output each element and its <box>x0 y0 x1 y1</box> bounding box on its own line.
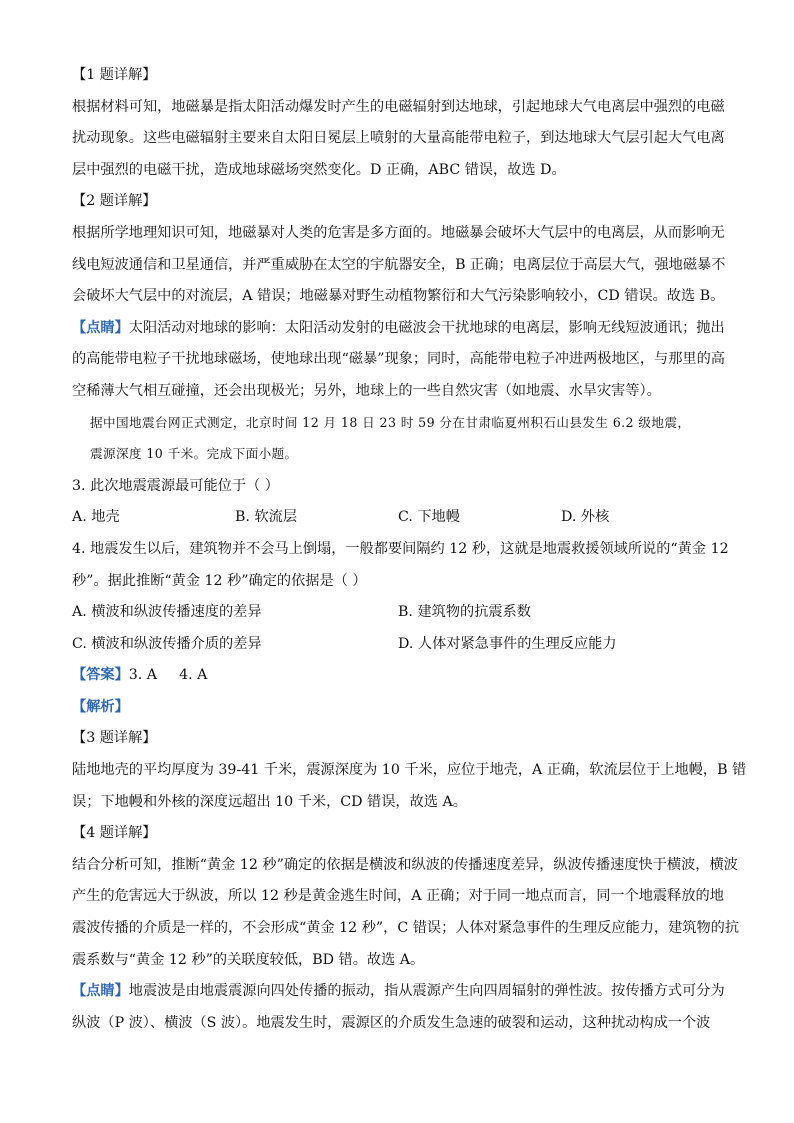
q4-option-a: A. 横波和纵波传播速度的差异 <box>72 604 262 621</box>
q3-stem: 3. 此次地震震源最可能位于（ ） <box>72 477 279 494</box>
comment-text: 太阳活动对地球的影响：太阳活动发射的电磁波会干扰地球的电离层，影响无线短波通讯；抛出 <box>128 319 725 336</box>
comment1-line <box>72 317 724 339</box>
q3-detail-line: 陆地地壳的平均厚度为 39-41 千米，震源深度为 10 千米，应位于地壳，A 正确，软流层位于上地幔，B 错 <box>72 762 747 779</box>
q4-detail-line: 产生的危害远大于纵波，所以 12 秒是黄金逃生时间，A 正确；对于同一地点而言，同一个地震释放的地 <box>72 888 724 905</box>
q4-detail-line: 震系数与“黄金 12 秒”的关联度较低，BD 错。故选 A。 <box>72 951 425 968</box>
comment-tag: 【点睛】 <box>72 319 129 336</box>
q4-option-b: B. 建筑物的抗震系数 <box>398 604 531 621</box>
answer-tag: 【答案】 <box>72 667 129 684</box>
q4-detail-line: 结合分析可知，推断“黄金 12 秒”确定的依据是横波和纵波的传播速度差异，纵波传播速度快于横波，横波 <box>72 856 738 873</box>
comment-text: 地震波是由地震震源向四处传播的振动，指从震源产生向四周辐射的弹性波。按传播方式可分为 <box>128 983 725 1000</box>
q4-detail-heading: 【4 题详解】 <box>72 825 157 842</box>
q3-detail-line: 误；下地幔和外核的深度远超出 10 千米，CD 错误，故选 A。 <box>72 793 467 810</box>
comment1-line: 的高能带电粒子干扰地球磁场，使地球出现“磁暴”现象；同时，高能带电粒子冲进两极地区，与那里的高 <box>72 351 725 368</box>
q3-option-a: A. 地壳 <box>72 509 120 526</box>
q3-options <box>72 506 724 528</box>
comment2-line: 纵波（P 波）、横波（S 波）。地震发生时，震源区的介质发生急速的破裂和运动，这种扰动构成一个波 <box>72 1014 711 1031</box>
q1-detail-line: 层中强烈的电磁干扰，造成地球磁场突然变化。D 正确，ABC 错误，故选 D。 <box>72 161 566 178</box>
q3-option-d: D. 外核 <box>561 509 610 526</box>
analysis-line <box>72 696 724 718</box>
q4-option-d: D. 人体对紧急事件的生理反应能力 <box>398 635 617 652</box>
comment1-line: 空稀薄大气相互碰撞，还会出现极光；另外，地球上的一些自然灾害（如地震、水旱灾害等）。 <box>72 382 661 399</box>
answer-line <box>72 664 724 686</box>
q2-detail-line: 线电短波通信和卫星通信，并严重威胁在太空的宇航器安全，B 正确；电离层位于高层大气，强地磁暴不 <box>72 256 726 273</box>
comment2-line <box>72 980 724 1002</box>
page-content <box>72 64 747 1043</box>
answer-q4: 4. A <box>179 667 208 684</box>
q3-option-b: B. 软流层 <box>235 509 298 526</box>
q1-detail-line: 扰动现象。这些电磁辐射主要来自太阳日冕层上喷射的大量高能带电粒子，到达地球大气层引起大气电离 <box>72 130 725 147</box>
q4-options-row <box>72 601 724 623</box>
comment-tag: 【点睛】 <box>72 983 129 1000</box>
answer-q3: 3. A <box>128 667 158 684</box>
q4-detail-line: 震波传播的介质是一样的，不会形成“黄金 12 秒”，C 错误；人体对紧急事件的生理反应能力，建筑物的抗 <box>72 920 740 937</box>
q4-option-c: C. 横波和纵波传播介质的差异 <box>72 635 262 652</box>
material-line: 据中国地震台网正式测定，北京时间 12 月 18 日 23 时 59 分在甘肃临夏州积石山县发生 6.2 级地震， <box>90 414 691 430</box>
q4-stem-line: 秒”。据此推断“黄金 12 秒”确定的依据是（ ） <box>72 572 367 589</box>
q2-detail-line: 根据所学地理知识可知，地磁暴对人类的危害是多方面的。地磁暴会破坏大气层中的电离层，从而影响无 <box>72 224 725 241</box>
q3-option-c: C. 下地幔 <box>398 509 460 526</box>
q3-detail-heading: 【3 题详解】 <box>72 730 157 747</box>
q4-stem-line: 4. 地震发生以后，建筑物并不会马上倒塌，一般都要间隔约 12 秒，这就是地震救援领域所说的“黄金 12 <box>72 540 729 557</box>
q1-detail-heading: 【1 题详解】 <box>72 67 157 83</box>
q2-detail-line: 会破坏大气层中的对流层，A 错误；地磁暴对野生动植物繁衍和大气污染影响较小，CD 错误。故选 B。 <box>72 288 725 305</box>
q2-detail-heading: 【2 题详解】 <box>72 193 157 210</box>
q1-detail-line: 根据材料可知，地磁暴是指太阳活动爆发时产生的电磁辐射到达地球，引起地球大气电离层中强烈的电磁 <box>72 98 725 115</box>
analysis-tag: 【解析】 <box>72 698 129 715</box>
material-line: 震源深度 10 千米。完成下面小题。 <box>90 446 298 462</box>
q4-options-row <box>72 633 724 655</box>
